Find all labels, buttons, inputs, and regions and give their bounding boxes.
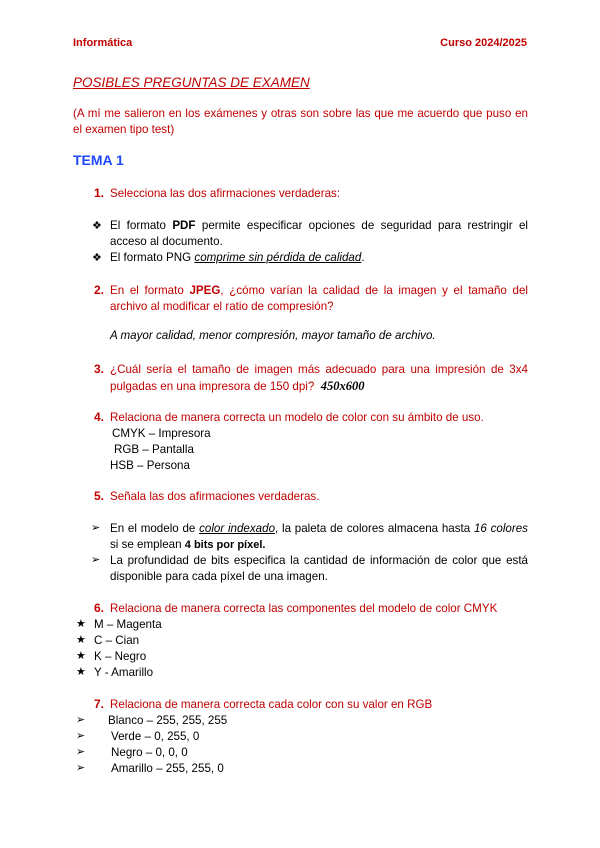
question-text-part: , ¿cómo varían la calidad de la imagen y el tamaño del archivo al modificar el ratio de compresión? [110, 284, 528, 313]
page-title: POSIBLES PREGUNTAS DE EXAMEN [73, 75, 310, 90]
list-item: Y - Amarillo [94, 666, 154, 679]
statement [110, 521, 528, 553]
statement-emphasis: 16 colores [473, 522, 528, 535]
star-bullet-icon: ★ [76, 634, 86, 646]
question-text [110, 283, 528, 315]
question-text: Relaciona de manera correcta cada color con su valor en RGB [110, 698, 433, 711]
list-item: C – Cian [94, 634, 140, 647]
statement-text: . [361, 251, 365, 264]
arrow-bullet-icon: ➢ [76, 762, 86, 774]
diamond-bullet-icon: ❖ [92, 220, 102, 232]
question-text-part: ¿Cuál sería el tamaño de imagen más adecuado para una impresión de 3x4 pulgadas en una impresora de 150 dpi? [110, 363, 528, 393]
statement-text: El formato [110, 219, 173, 232]
diamond-bullet-icon: ❖ [92, 252, 102, 264]
question-emphasis: JPEG [189, 284, 221, 297]
question-number: 4. [93, 410, 104, 424]
statement-text: En el modelo de [110, 522, 200, 535]
statement-emphasis: 4 bits por píxel. [184, 539, 266, 551]
match-item: HSB – Persona [110, 459, 190, 472]
statement-emphasis: PDF [172, 219, 196, 232]
star-bullet-icon: ★ [76, 650, 86, 662]
arrow-bullet-icon: ➢ [76, 730, 86, 742]
question-text: Señala las dos afirmaciones verdaderas. [110, 490, 320, 503]
statement-emphasis: comprime sin pérdida de calidad [194, 251, 362, 264]
question-number: 3. [93, 362, 104, 376]
list-item: Amarillo – 255, 255, 0 [111, 762, 224, 775]
star-bullet-icon: ★ [76, 618, 86, 630]
arrow-bullet-icon: ➢ [91, 522, 101, 534]
star-bullet-icon: ★ [76, 666, 86, 678]
match-item: CMYK – Impresora [112, 427, 211, 440]
list-item: K – Negro [94, 650, 147, 663]
statement [110, 250, 528, 266]
section-heading: TEMA 1 [73, 152, 124, 168]
question-text: Relaciona de manera correcta las componentes del modelo de color CMYK [110, 602, 498, 615]
list-item: M – Magenta [94, 618, 162, 631]
statement-text: si se emplean [110, 538, 185, 551]
question-text-part: En el formato [110, 284, 190, 297]
list-item: Negro – 0, 0, 0 [111, 746, 188, 759]
intro-note: (A mí me salieron en los exámenes y otras son sobre las que me acuerdo que puso en el examen tipo test) [73, 107, 528, 136]
list-item: Verde – 0, 255, 0 [111, 730, 200, 743]
list-item: Blanco – 255, 255, 255 [108, 714, 228, 727]
match-item: RGB – Pantalla [114, 443, 194, 456]
answer-text: A mayor calidad, menor compresión, mayor tamaño de archivo. [110, 329, 436, 342]
header-course: Curso 2024/2025 [440, 37, 527, 49]
question-number: 6. [93, 601, 104, 615]
statement-emphasis: color indexado [199, 522, 276, 535]
question-number: 5. [93, 489, 104, 503]
answer-text: 450x600 [320, 379, 365, 393]
statement-text: permite especificar opciones de seguridad para restringir el acceso al documento. [110, 219, 528, 248]
arrow-bullet-icon: ➢ [76, 746, 86, 758]
question-text [110, 362, 528, 395]
statement-text: , la paleta de colores almacena hasta [275, 522, 474, 535]
question-number: 2. [93, 283, 104, 297]
arrow-bullet-icon: ➢ [91, 554, 101, 566]
statement: La profundidad de bits especifica la cantidad de información de color que está disponible para cada píxel de una imagen. [110, 554, 528, 583]
question-text: Selecciona las dos afirmaciones verdaderas: [110, 187, 341, 200]
question-number: 7. [93, 697, 104, 711]
header-subject: Informática [73, 37, 133, 49]
statement-text: El formato PNG [110, 251, 195, 264]
question-text: Relaciona de manera correcta un modelo de color con su ámbito de uso. [110, 411, 484, 424]
arrow-bullet-icon: ➢ [76, 714, 86, 726]
question-number: 1. [93, 186, 104, 200]
statement [110, 218, 528, 250]
